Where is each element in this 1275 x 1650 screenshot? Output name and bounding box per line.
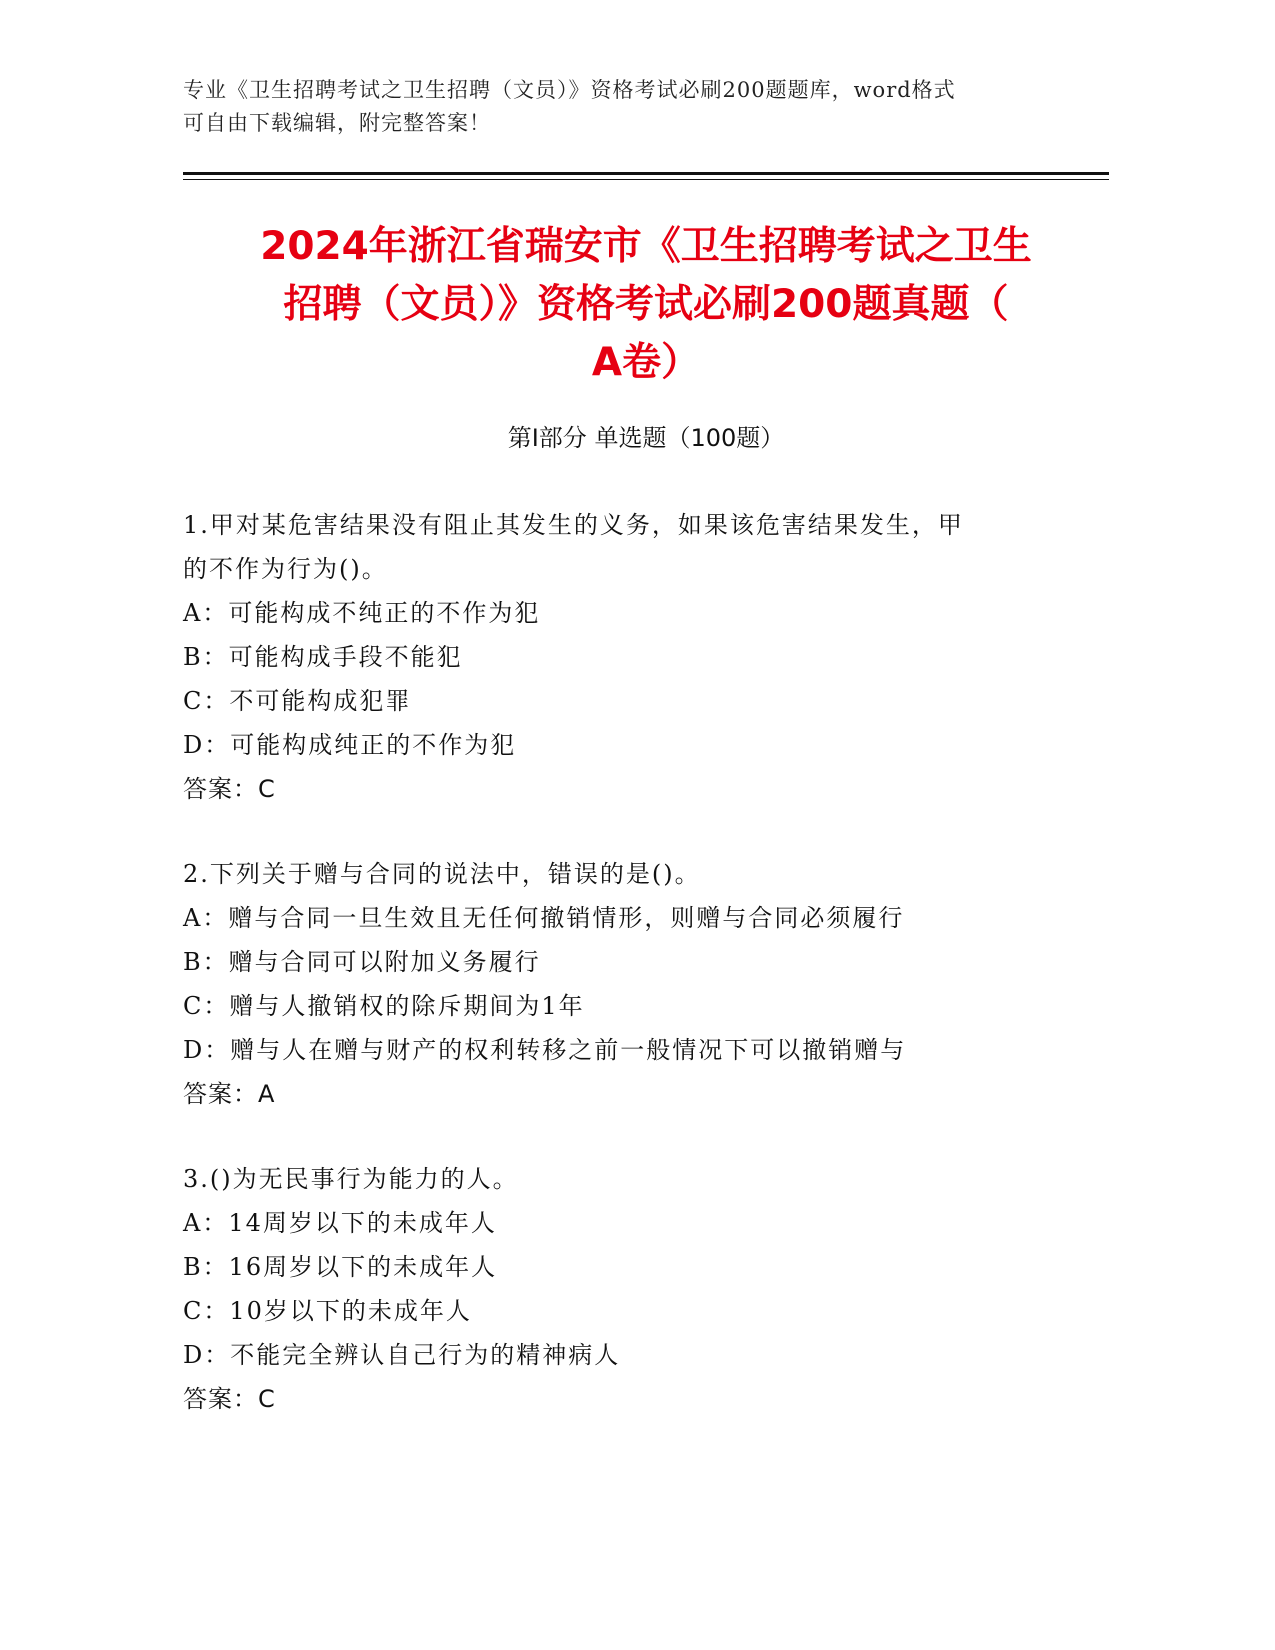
document-title-line-1: 2024年浙江省瑞安市《卫生招聘考试之卫生 xyxy=(260,224,1032,269)
option-c: C：不可能构成犯罪 xyxy=(183,687,412,715)
option-d: D：赠与人在赠与财产的权利转移之前一般情况下可以撤销赠与 xyxy=(183,1036,907,1064)
document-title xyxy=(183,218,1109,392)
section-heading: 第Ⅰ部分 单选题（100题） xyxy=(507,424,785,452)
option-c: C：10岁以下的未成年人 xyxy=(183,1297,472,1325)
option-b: B：16周岁以下的未成年人 xyxy=(183,1253,498,1281)
option-b: B：可能构成手段不能犯 xyxy=(183,643,463,671)
option-a: A：14周岁以下的未成年人 xyxy=(183,1209,497,1237)
option-c: C：赠与人撤销权的除斥期间为1年 xyxy=(183,992,585,1020)
option-a: A：可能构成不纯正的不作为犯 xyxy=(183,599,541,627)
header-note-line-1: 专业《卫生招聘考试之卫生招聘（文员）》资格考试必刷200题题库，word格式 xyxy=(183,78,956,102)
answer: 答案：C xyxy=(183,1385,276,1413)
header-divider-thin xyxy=(183,179,1109,180)
question-stem: 1.甲对某危害结果没有阻止其发生的义务，如果该危害结果发生，甲 xyxy=(183,511,964,539)
question-stem-continued: 的不作为行为()。 xyxy=(183,555,388,583)
option-b: B：赠与合同可以附加义务履行 xyxy=(183,948,541,976)
header-note xyxy=(183,74,1083,140)
option-d: D：可能构成纯正的不作为犯 xyxy=(183,731,517,759)
document-title-line-2: 招聘（文员）》资格考试必刷200题真题（ xyxy=(283,282,1009,327)
question-2 xyxy=(183,852,1043,1116)
answer: 答案：A xyxy=(183,1080,276,1108)
option-d: D：不能完全辨认自己行为的精神病人 xyxy=(183,1341,621,1369)
question-stem: 2.下列关于赠与合同的说法中，错误的是()。 xyxy=(183,860,701,888)
header-divider-thick xyxy=(183,172,1109,175)
question-stem: 3.()为无民事行为能力的人。 xyxy=(183,1165,519,1193)
question-3 xyxy=(183,1157,1043,1421)
option-a: A：赠与合同一旦生效且无任何撤销情形，则赠与合同必须履行 xyxy=(183,904,905,932)
header-note-line-2: 可自由下载编辑，附完整答案！ xyxy=(183,111,491,135)
question-1 xyxy=(183,503,1043,811)
document-title-line-3: A卷） xyxy=(591,340,701,385)
answer: 答案：C xyxy=(183,775,276,803)
